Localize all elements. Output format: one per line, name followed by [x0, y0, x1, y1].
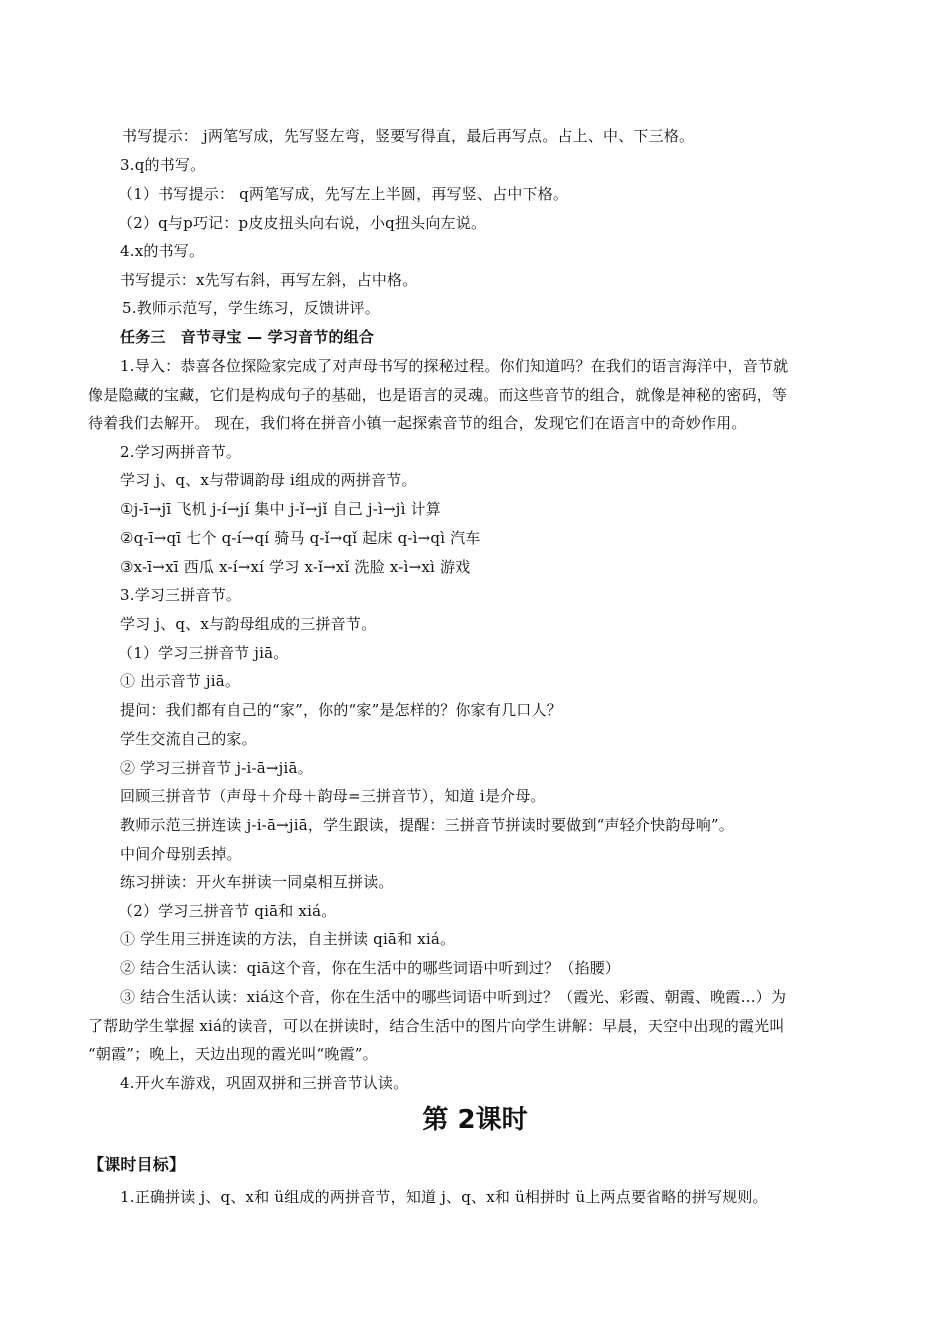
text-line: ① 学生用三拼连读的方法，自主拼读 qiā和 xiá。 [120, 930, 456, 948]
text-line: 书写提示：x先写右斜，再写左斜，占中格。 [120, 271, 418, 289]
text-line: 4.x的书写。 [120, 242, 205, 260]
text-line: 学习 j、q、x与韵母组成的三拼音节。 [120, 615, 377, 633]
text-line: 像是隐藏的宝藏，它们是构成句子的基础，也是语言的灵魂。而这些音节的组合，就像是神秘的密码，等 [88, 386, 788, 404]
task-heading: 任务三 音节寻宝 — 学习音节的组合 [120, 328, 375, 346]
text-line: ② 学习三拼音节 j-i-ā→jiā。 [120, 759, 313, 777]
text-line: 3.学习三拼音节。 [120, 586, 242, 604]
section-heading: 【课时目标】 [88, 1155, 186, 1174]
text-line: ② 结合生活认读：qiā这个音，你在生活中的哪些词语中听到过？（掐腰） [120, 959, 621, 977]
text-line: ③ 结合生活认读：xiá这个音，你在生活中的哪些词语中听到过？（霞光、彩霞、朝霞、晚霞…）为 [120, 988, 787, 1006]
pinyin-row: ③x-ī→xī 西瓜 x-í→xí 学习 x-ǐ→xǐ 洗脸 x-ì→xì 游戏 [120, 558, 471, 576]
text-line: （1）学习三拼音节 jiā。 [118, 644, 289, 662]
pinyin-row: ①j-ī→jī 飞机 j-í→jí 集中 j-ǐ→jǐ 自己 j-ì→jì 计算 [120, 500, 441, 518]
text-line: （2）学习三拼音节 qiā和 xiá。 [118, 902, 337, 920]
text-line: 1.导入：恭喜各位探险家完成了对声母书写的探秘过程。你们知道吗？在我们的语言海洋中，音节就 [120, 357, 789, 375]
text-line: 待着我们去解开。 现在，我们将在拼音小镇一起探索音节的组合，发现它们在语言中的奇妙作用。 [88, 414, 747, 432]
pinyin-row: ②q-ī→qī 七个 q-í→qí 骑马 q-ǐ→qǐ 起床 q-ì→qì 汽车 [120, 529, 481, 547]
text-line: 学习 j、q、x与带调韵母 i组成的两拼音节。 [120, 471, 417, 489]
text-line: 提问：我们都有自己的“家”，你的“家”是怎样的？你家有几口人？ [120, 701, 562, 719]
text-line: 5.教师示范写，学生练习，反馈讲评。 [122, 299, 380, 317]
text-line: 了帮助学生掌握 xiá的读音，可以在拼读时，结合生活中的图片向学生讲解：早晨，天空中出现的霞光叫 [88, 1017, 785, 1035]
lesson-heading: 第 2课时 [422, 1105, 528, 1135]
text-line: 书写提示： j两笔写成，先写竖左弯，竖要写得直，最后再写点。占上、中、下三格。 [122, 127, 695, 145]
text-line: 练习拼读：开火车拼读一同桌相互拼读。 [120, 873, 394, 891]
text-line: 教师示范三拼连读 j-i-ā→jiā，学生跟读，提醒：三拼音节拼读时要做到“声轻介快韵母响”。 [120, 816, 734, 834]
text-line: （1）书写提示： q两笔写成，先写左上半圆，再写竖、占中下格。 [118, 185, 569, 203]
objective-line: 1.正确拼读 j、q、x和 ü组成的两拼音节，知道 j、q、x和 ü相拼时 ü上两点要省略的拼写规则。 [120, 1188, 768, 1206]
text-line: （2）q与p巧记：p皮皮扭头向右说，小q扭头向左说。 [118, 214, 487, 232]
text-line: “朝霞”；晚上，天边出现的霞光叫“晚霞”。 [88, 1045, 378, 1063]
text-line: 学生交流自己的家。 [120, 730, 257, 748]
text-line: 2.学习两拼音节。 [120, 443, 242, 461]
text-line: 3.q的书写。 [120, 156, 206, 174]
text-line: 回顾三拼音节（声母＋介母＋韵母=三拼音节），知道 i是介母。 [120, 787, 546, 805]
text-line: 中间介母别丢掉。 [120, 845, 242, 863]
text-line: ① 出示音节 jiā。 [120, 672, 241, 690]
text-line: 4.开火车游戏，巩固双拼和三拼音节认读。 [120, 1074, 409, 1092]
